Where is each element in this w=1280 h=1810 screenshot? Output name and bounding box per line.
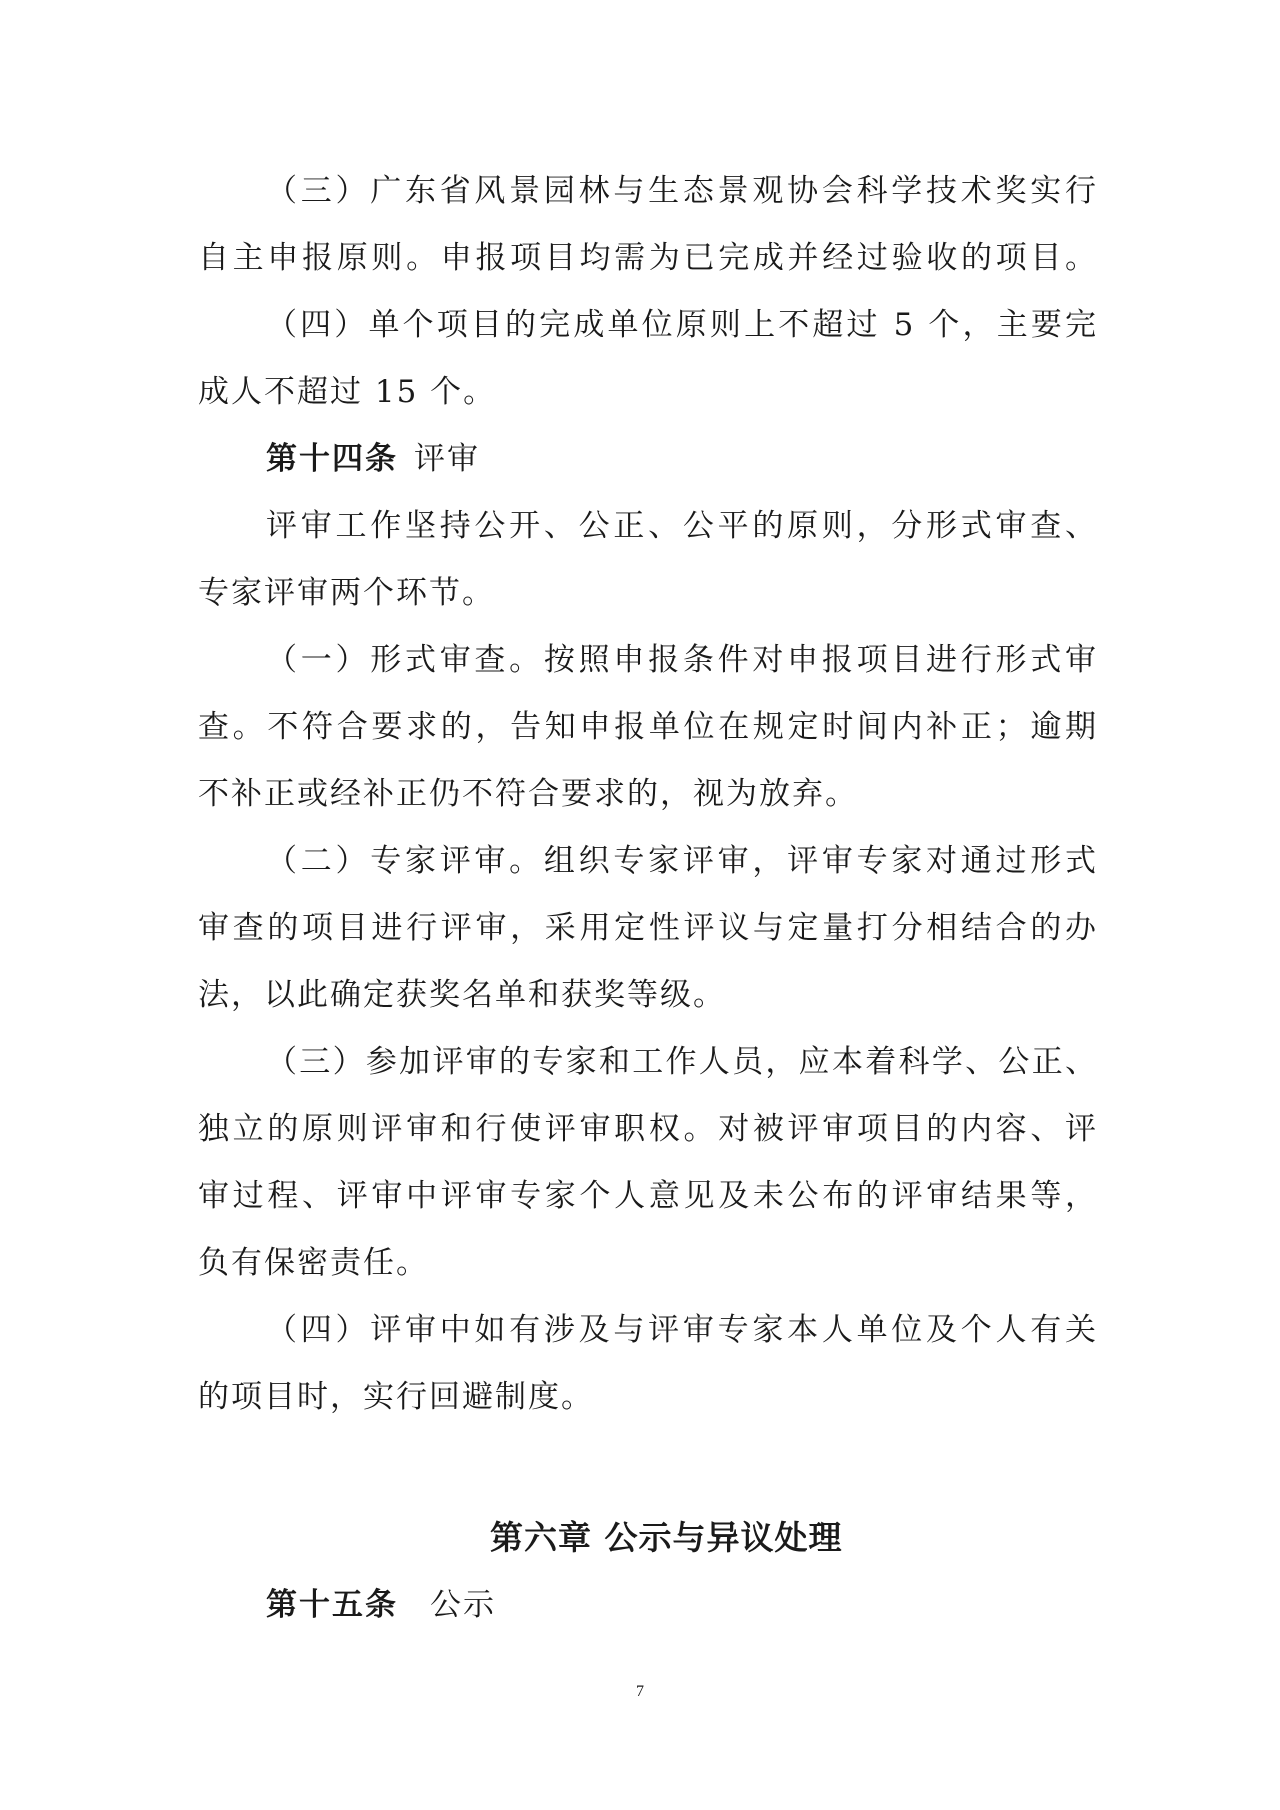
- page-number: 7: [636, 1683, 644, 1700]
- article-subtitle: 评审: [414, 441, 480, 477]
- paragraph-line: 评审工作坚持公开、公正、公平的原则，分形式审查、: [266, 508, 1098, 544]
- paragraph-line: 独立的原则评审和行使评审职权。对被评审项目的内容、评: [198, 1111, 1098, 1147]
- article-title: 第十五条: [266, 1587, 398, 1623]
- paragraph-line: 专家评审两个环节。: [198, 575, 495, 611]
- paragraph-line: （四）单个项目的完成单位原则上不超过 5 个，主要完: [266, 307, 1098, 343]
- paragraph-line: （三）参加评审的专家和工作人员，应本着科学、公正、: [266, 1044, 1098, 1080]
- paragraph-line: 自主申报原则。申报项目均需为已完成并经过验收的项目。: [198, 240, 1098, 276]
- paragraph-line: 不补正或经补正仍不符合要求的，视为放弃。: [198, 776, 858, 812]
- article-subtitle: 公示: [430, 1587, 496, 1623]
- article-heading-14: [266, 433, 1098, 485]
- paragraph-line: 法，以此确定获奖名单和获奖等级。: [198, 977, 726, 1013]
- paragraph-line: 审查的项目进行评审，采用定性评议与定量打分相结合的办: [198, 910, 1098, 946]
- paragraph-line: 的项目时，实行回避制度。: [198, 1379, 594, 1415]
- paragraph-line: （四）评审中如有涉及与评审专家本人单位及个人有关: [266, 1312, 1098, 1348]
- paragraph-line: 成人不超过 15 个。: [198, 374, 497, 410]
- paragraph-line: （二）专家评审。组织专家评审，评审专家对通过形式: [266, 843, 1098, 879]
- paragraph-line: 审过程、评审中评审专家个人意见及未公布的评审结果等，: [198, 1178, 1098, 1214]
- paragraph-line: 负有保密责任。: [198, 1245, 429, 1281]
- paragraph-line: （一）形式审查。按照申报条件对申报项目进行形式审: [266, 642, 1098, 678]
- paragraph-line: 查。不符合要求的，告知申报单位在规定时间内补正；逾期: [198, 709, 1098, 745]
- article-heading-15: [266, 1579, 1098, 1631]
- article-title: 第十四条: [266, 441, 398, 477]
- paragraph-line: （三）广东省风景园林与生态景观协会科学技术奖实行: [266, 173, 1098, 209]
- chapter-heading: 第六章 公示与异议处理: [490, 1518, 843, 1557]
